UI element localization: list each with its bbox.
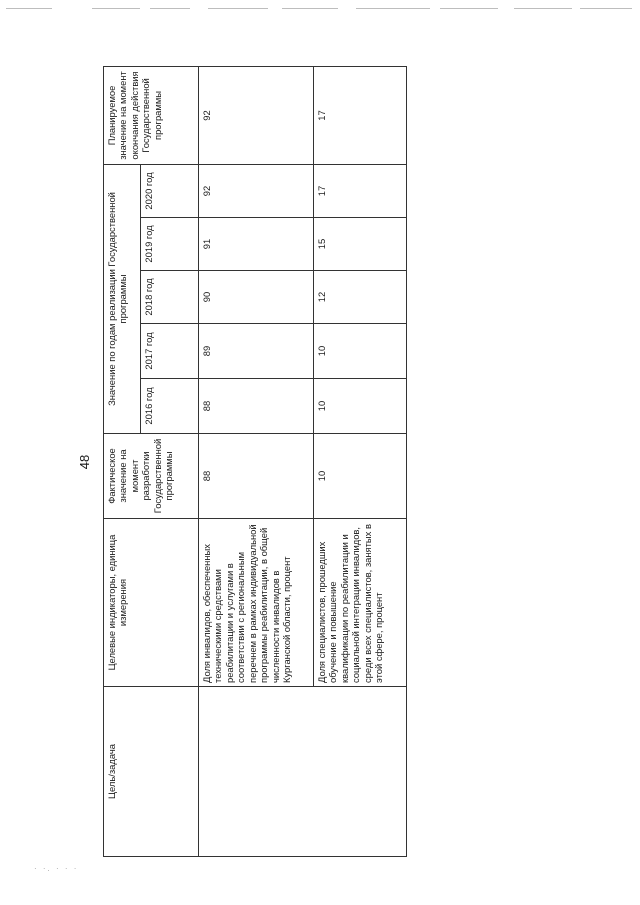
scan-artifact <box>440 8 498 9</box>
value-2020: 92 <box>199 164 314 217</box>
indicator-name: Доля специалистов, прошедших обучение и повышение квалификации по реабилитации и социальной интеграции инвалидов, среди всех специалистов, занятых в этой сфере, процент <box>314 519 407 687</box>
indicator-name: Доля инвалидов, обеспеченных техническими средствами реабилитации и услугами в соответствии с региональным перечнем в рамках индивидуальной программы реабилитации, в общей численности инвалидов в Курганской области, процент <box>199 519 314 687</box>
value-2017: 10 <box>314 324 407 379</box>
header-year-2016: 2016 год <box>141 379 199 434</box>
scan-artifact <box>92 8 140 9</box>
header-year-2018: 2018 год <box>141 271 199 324</box>
header-indicator: Целевые индикаторы, единица измерения <box>104 519 199 687</box>
value-2019: 15 <box>314 218 407 271</box>
scan-artifact <box>282 8 338 9</box>
header-goal: Цель/задача <box>104 687 199 857</box>
scan-artifact <box>208 8 268 9</box>
indicators-table <box>103 66 407 857</box>
actual-value: 88 <box>199 434 314 519</box>
header-year-2017: 2017 год <box>141 324 199 379</box>
value-2019: 91 <box>199 218 314 271</box>
header-planned-value: Планируемое значение на момент окончания действия Государственной программы <box>104 66 199 164</box>
header-year-2019: 2019 год <box>141 218 199 271</box>
goal-cell <box>199 687 407 857</box>
scan-artifact <box>6 8 52 9</box>
value-2018: 12 <box>314 271 407 324</box>
header-year-2020: 2020 год <box>141 164 199 217</box>
value-2017: 89 <box>199 324 314 379</box>
scan-artifact <box>356 8 430 9</box>
table-row <box>199 66 314 856</box>
planned-value: 92 <box>199 66 314 164</box>
scan-artifact <box>514 8 572 9</box>
header-actual-value: Фактическое значение на момент разработки Государственной программы <box>104 434 199 519</box>
actual-value: 10 <box>314 434 407 519</box>
page-number: 48 <box>77 454 92 470</box>
scan-artifact <box>580 8 632 9</box>
value-2018: 90 <box>199 271 314 324</box>
header-values-by-year: Значение по годам реализации Государственной программы <box>104 164 141 433</box>
scan-artifact <box>150 8 190 9</box>
value-2016: 10 <box>314 379 407 434</box>
scan-marks: · ·. · · · <box>34 864 79 873</box>
planned-value: 17 <box>314 66 407 164</box>
value-2016: 88 <box>199 379 314 434</box>
value-2020: 17 <box>314 164 407 217</box>
rotated-table-sheet <box>77 67 406 857</box>
